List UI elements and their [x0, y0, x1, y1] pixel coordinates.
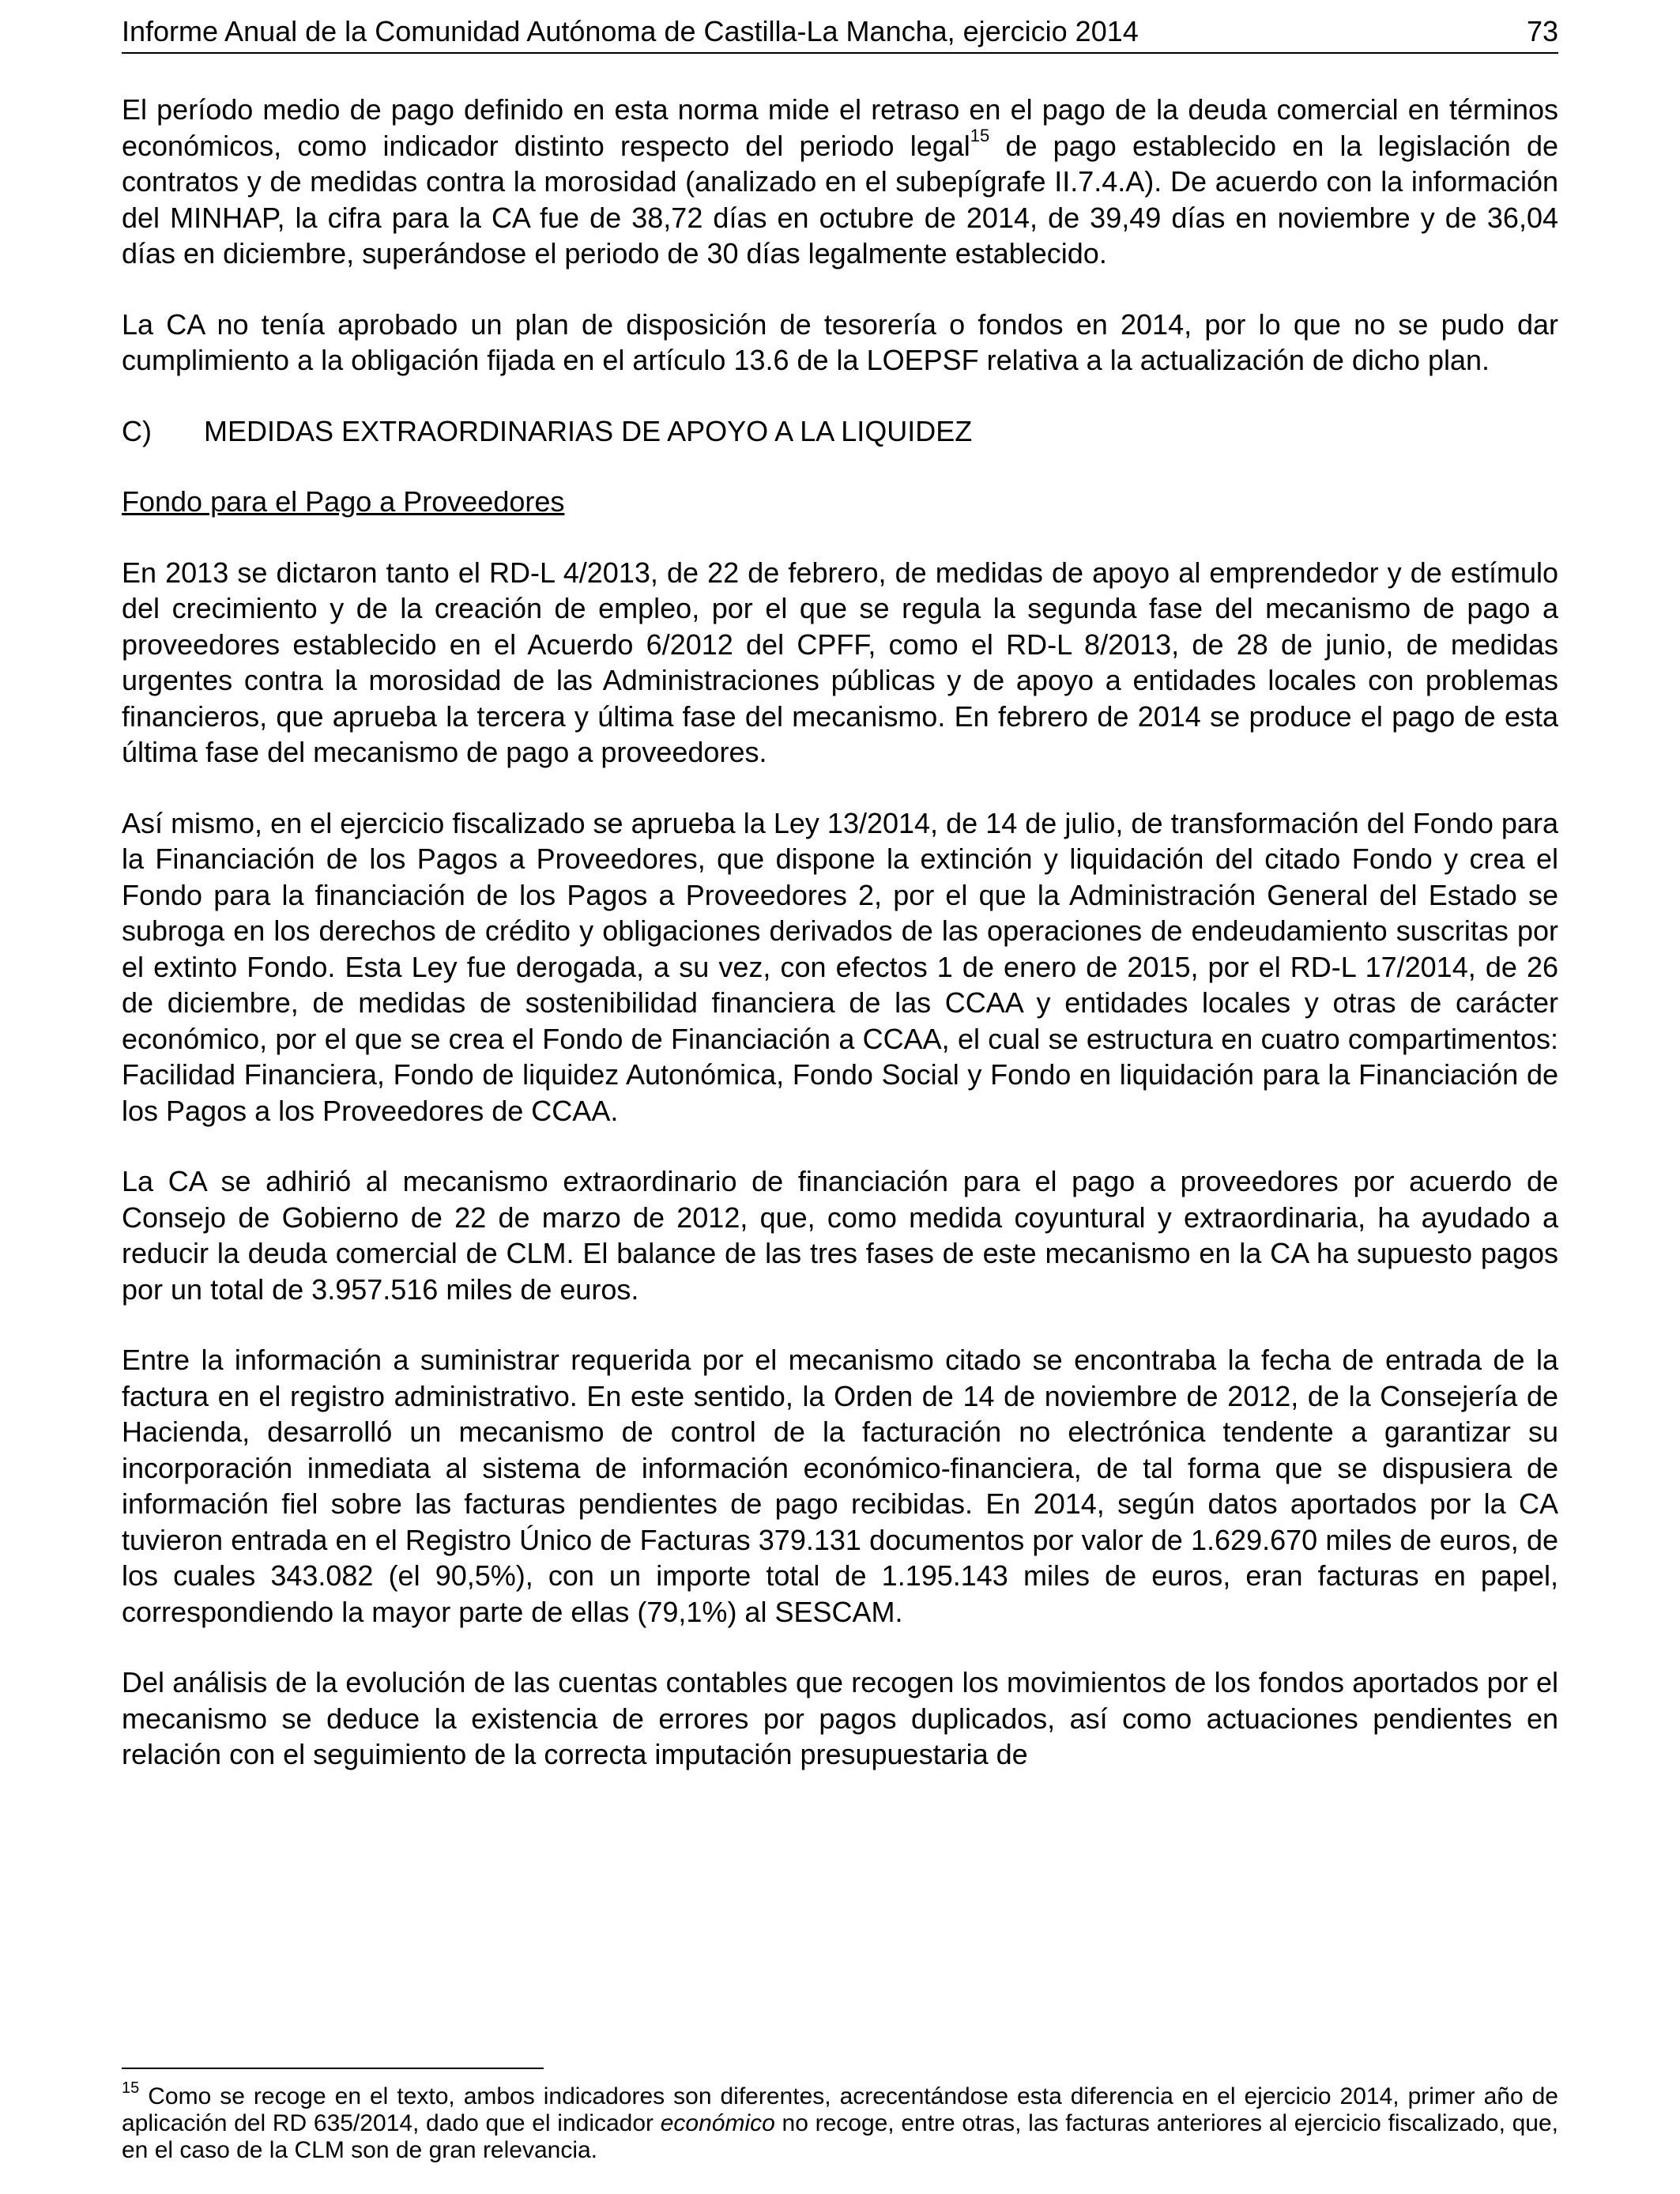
paragraph-1-part-b: de pago establecido en la legislación de contratos y de medidas contra la morosidad (analizado en el subepígrafe II.7.4.A). De acuerdo con la información del MINHAP, la cifra para la CA fue de 38,72 días en octubre de 2014, de 39,49 días en noviembre y de 36,04 días en diciembre, superándose el periodo de 30 días legalmente establecido. [122, 129, 1558, 270]
footnote-text-a: Como se recoge en el texto, ambos indicadores son diferentes, acrecentándose esta diferencia en el ejercicio 2014, primer año de aplicación del RD 635/2014, dado que el indicador [122, 2083, 1558, 2136]
footnote-number: 15 [122, 2079, 140, 2097]
page-header [122, 11, 1558, 54]
footnote [122, 2079, 1558, 2164]
section-title: MEDIDAS EXTRAORDINARIAS DE APOYO A LA LIQUIDEZ [204, 414, 973, 447]
paragraph-3: En 2013 se dictaron tanto el RD-L 4/2013, de 22 de febrero, de medidas de apoyo al emprendedor y de estímulo del crecimiento y de la creación de empleo, por el que se regula la segunda fase del mecanismo de pago a proveedores establecido en el Acuerdo 6/2012 del CPFF, como el RD-L 8/2013, de 28 de junio, de medidas urgentes contra la morosidad de las Administraciones públicas y de apoyo a entidades locales con problemas financieros, que aprueba la tercera y última fase del mecanismo. En febrero de 2014 se produce el pago de esta última fase del mecanismo de pago a proveedores. [122, 556, 1558, 768]
footnote-text-italic: económico [660, 2110, 775, 2136]
paragraph-4: Así mismo, en el ejercicio fiscalizado se aprueba la Ley 13/2014, de 14 de julio, de transformación del Fondo para la Financiación de los Pagos a Proveedores, que dispone la extinción y liquidación del citado Fondo y crea el Fondo para la financiación de los Pagos a Proveedores 2, por el que la Administración General del Estado se subroga en los derechos de crédito y obligaciones derivados de las operaciones de endeudamiento suscritas por el extinto Fondo. Esta Ley fue derogada, a su vez, con efectos 1 de enero de 2015, por el RD-L 17/2014, de 26 de diciembre, de medidas de sostenibilidad financiera de las CCAA y entidades locales y otras de carácter económico, por el que se crea el Fondo de Financiación a CCAA, el cual se estructura en cuatro compartimentos: Facilidad Financiera, Fondo de liquidez Autonómica, Fondo Social y Fondo en liquidación para la Financiación de los Pagos a los Proveedores de CCAA. [122, 806, 1558, 1127]
paragraph-6: Entre la información a suministrar requerida por el mecanismo citado se encontraba la fecha de entrada de la factura en el registro administrativo. En este sentido, la Orden de 14 de noviembre de 2012, de la Consejería de Hacienda, desarrolló un mecanismo de control de la facturación no electrónica tendente a garantizar su incorporación inmediata al sistema de información económico-financiera, de tal forma que se dispusiera de información fiel sobre las facturas pendientes de pago recibidas. En 2014, según datos aportados por la CA tuvieron entrada en el Registro Único de Facturas 379.131 documentos por valor de 1.629.670 miles de euros, de los cuales 343.082 (el 90,5%), con un importe total de 1.195.143 miles de euros, eran facturas en papel, correspondiendo la mayor parte de ellas (79,1%) al SESCAM. [122, 1344, 1558, 1628]
subsection-heading: Fondo para el Pago a Proveedores [122, 485, 565, 518]
page-number: 73 [1526, 15, 1558, 47]
footnote-reference[interactable]: 15 [970, 125, 990, 145]
section-letter: C) [122, 414, 152, 447]
paragraph-5: La CA se adhirió al mecanismo extraordinario de financiación para el pago a proveedores por acuerdo de Consejo de Gobierno de 22 de marzo de 2012, que, como medida coyuntural y extraordinaria, ha ayudado a reducir la deuda comercial de CLM. El balance de las tres fases de este mecanismo en la CA ha supuesto pagos por un total de 3.957.516 miles de euros. [122, 1165, 1558, 1306]
paragraph-1-part-a: El período medio de pago definido en esta norma mide el retraso en el pago de la deuda comercial en términos económicos, como indicador distinto respecto del periodo legal [122, 93, 1558, 162]
section-heading [122, 413, 1558, 450]
document-page [122, 0, 1558, 2194]
body-text [122, 92, 1558, 1808]
footnote-text-b: no recoge, entre otras, las facturas anteriores al ejercicio fiscalizado, que, en el caso de la CLM son de gran relevancia. [122, 2110, 1558, 2163]
paragraph-2: La CA no tenía aprobado un plan de disposición de tesorería o fondos en 2014, por lo que no se pudo dar cumplimiento a la obligación fijada en el artículo 13.6 de la LOEPSF relativa a la actualización de dicho plan. [122, 307, 1558, 376]
paragraph-7: Del análisis de la evolución de las cuentas contables que recogen los movimientos de los fondos aportados por el mecanismo se deduce la existencia de errores por pagos duplicados, así como actuaciones pendientes en relación con el seguimiento de la correcta imputación presupuestaria de [122, 1666, 1558, 1770]
header-title: Informe Anual de la Comunidad Autónoma de Castilla-La Mancha, ejercicio 2014 [122, 15, 1139, 47]
paragraph-1 [122, 92, 1558, 272]
footnote-divider [122, 2068, 544, 2069]
